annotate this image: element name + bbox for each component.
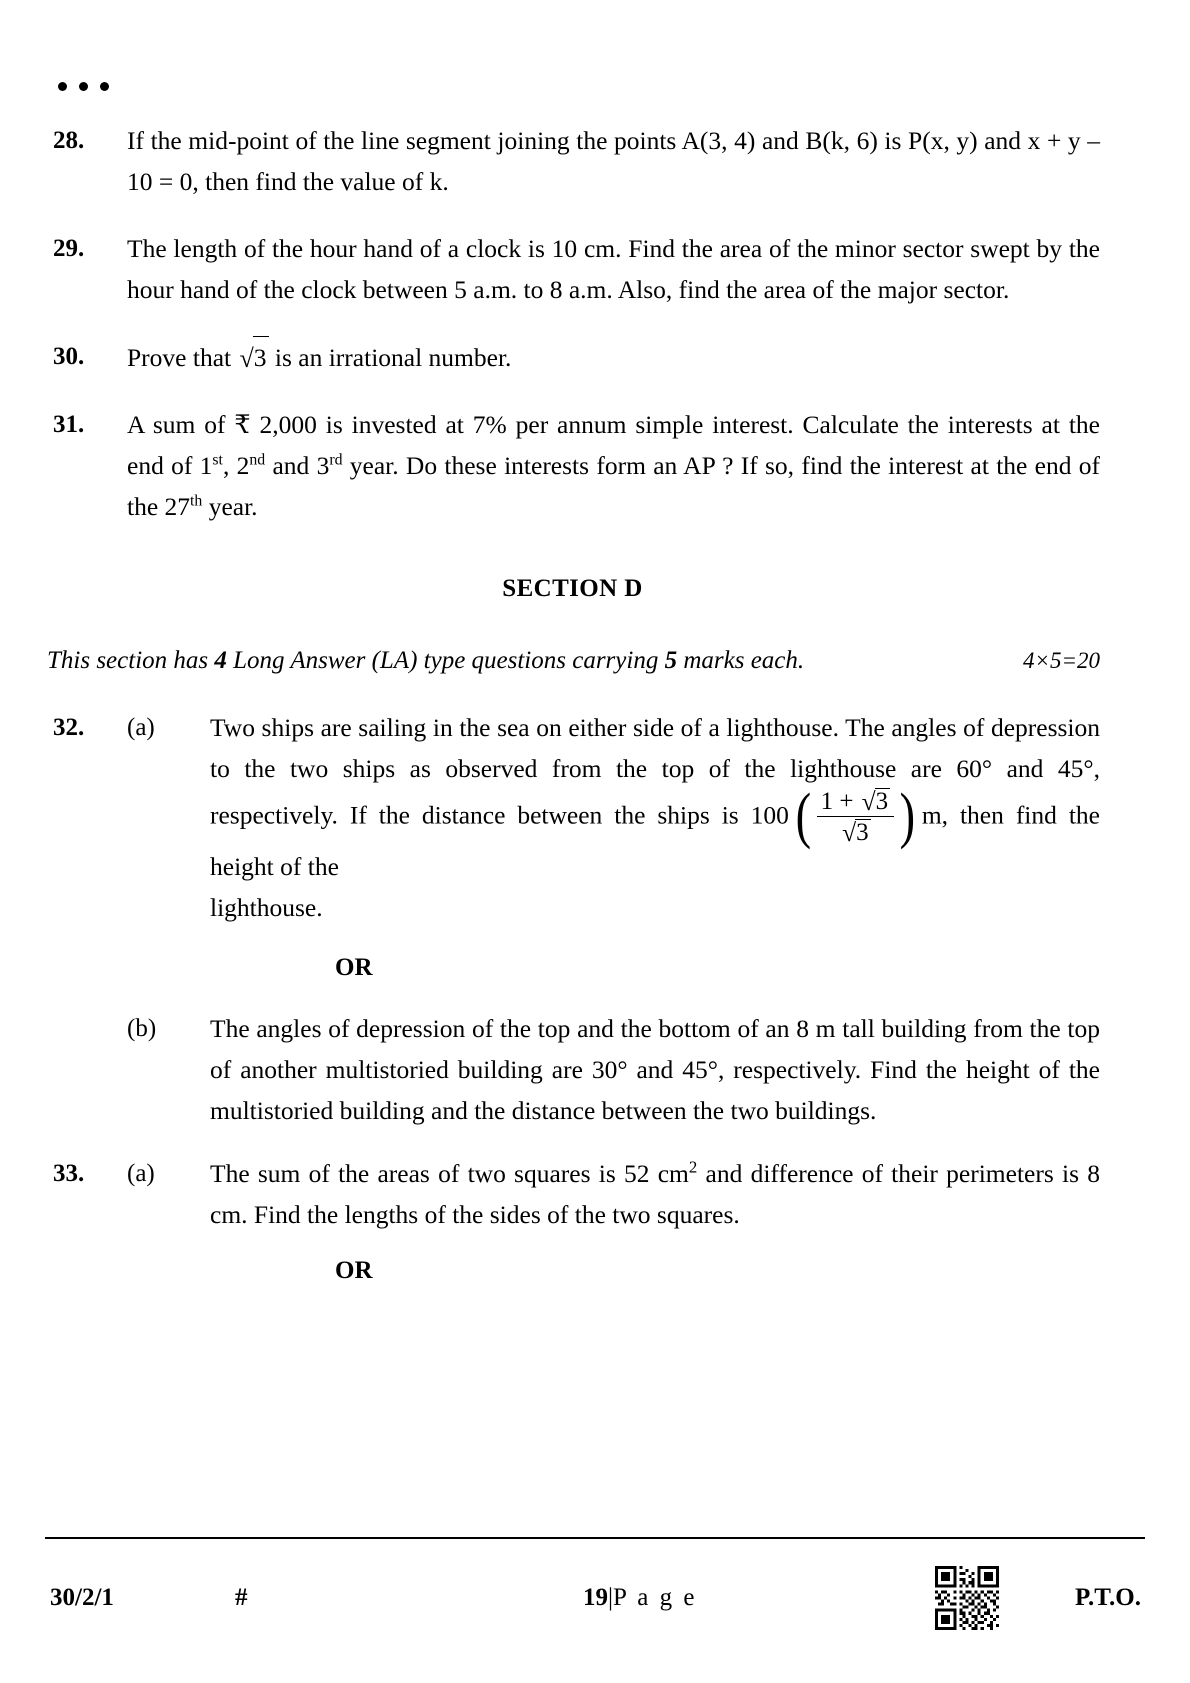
question-33a-superscript-2: 2 <box>688 1157 698 1177</box>
question-33 <box>45 1153 1100 1235</box>
question-30-text <box>127 336 1100 378</box>
fraction-numerator <box>817 788 895 816</box>
numerator-sqrt-value: 3 <box>875 788 889 815</box>
question-33a-segment-2: and difference of their perimeters is 8 cm. Find the lengths of the sides of the two squares. <box>210 1159 1100 1229</box>
top-dots-marker <box>58 82 109 91</box>
radical-sign-icon: √ <box>861 787 876 816</box>
question-33a-segment-1: The sum of the areas of two squares is 52 cm <box>210 1159 689 1188</box>
hash-marker: # <box>235 1584 248 1611</box>
question-30 <box>45 336 1100 378</box>
page-indicator <box>435 1584 935 1612</box>
numerator-sqrt <box>860 788 891 814</box>
section-d-instruction <box>45 647 1100 675</box>
dot-2 <box>79 82 88 91</box>
instruction-marks-each: 5 <box>664 647 678 674</box>
page-footer <box>45 1553 1145 1643</box>
question-33-part-a-label: (a) <box>127 1160 155 1187</box>
question-32a-segment-2: m, then find the height of the <box>210 800 1100 881</box>
question-31-ordinal-1: st <box>212 451 223 469</box>
question-32 <box>45 707 1100 887</box>
question-33-number: 33. <box>53 1160 85 1187</box>
question-29-text <box>127 228 1100 310</box>
section-d-heading: SECTION D <box>502 575 643 602</box>
question-30-prefix: Prove that <box>127 343 238 372</box>
question-31-seg-2: , 2 <box>222 451 250 480</box>
question-content <box>0 120 1190 1311</box>
instruction-middle: Long Answer (LA) type questions carrying <box>226 647 665 674</box>
instruction-question-count: 4 <box>214 647 227 674</box>
page-number: 19 <box>583 1584 609 1611</box>
or-separator-33: OR <box>335 1257 373 1284</box>
question-32-part-a-text <box>210 707 1100 887</box>
question-28-number: 28. <box>53 127 85 154</box>
question-29-line-1: The length of the hour hand of a clock is 10 cm. Find the area of the <box>127 234 829 263</box>
question-28 <box>45 120 1100 202</box>
numerator-prefix: 1 + <box>820 788 860 815</box>
question-30-number: 30. <box>53 343 85 370</box>
question-32-part-b <box>45 1008 1100 1131</box>
question-32-number: 32. <box>53 714 85 741</box>
question-32-part-b-label: (b) <box>127 1015 157 1042</box>
sqrt-3-value: 3 <box>253 336 269 378</box>
question-33-part-a-text <box>210 1153 1100 1235</box>
question-29-line-3: Also, find the area of the major sector. <box>617 275 1010 304</box>
fraction-one-plus-sqrt3-over-sqrt3 <box>793 782 918 851</box>
question-31-ordinal-2: nd <box>249 451 266 469</box>
page-word: P a g e <box>613 1584 697 1611</box>
question-31-seg-4: year. Do these interests form an AP ? If so, find the interest at the end of the 27 <box>127 451 1101 521</box>
sqrt-3-radical <box>237 336 268 378</box>
question-29-number: 29. <box>53 235 85 262</box>
radical-sign-icon: √ <box>239 344 254 373</box>
question-31-ordinal-4: th <box>190 492 203 510</box>
question-29-line-2: minor sector swept by the hour hand of the clock between 5 a.m. to 8 a.m. <box>127 234 1100 304</box>
section-total-marks: 4×5=20 <box>1022 648 1100 673</box>
instruction-suffix: marks each. <box>677 647 805 674</box>
or-separator-32: OR <box>335 954 373 981</box>
question-28-line-2: is P(x, y) and x + y – 10 = 0, then find the value of k. <box>127 126 1101 196</box>
denominator-sqrt <box>840 819 871 845</box>
pto-label: P.T.O. <box>1075 1584 1141 1611</box>
page-separator: | <box>608 1584 614 1611</box>
question-31-ordinal-3: rd <box>329 451 343 469</box>
paper-code: 30/2/1 <box>50 1584 114 1611</box>
question-31-seg-1: A sum of ₹ 2,000 is invested at 7% per annum simple interest. Calculate the interests at the end of 1 <box>127 410 1100 480</box>
question-32-part-a-label: (a) <box>127 714 155 741</box>
question-31-seg-5: year. <box>202 492 258 521</box>
fraction-denominator <box>817 816 895 845</box>
right-paren: ) <box>899 782 916 851</box>
question-30-suffix: is an irrational number. <box>268 343 512 372</box>
radical-sign-icon: √ <box>842 818 857 847</box>
question-31-seg-3: and 3 <box>265 451 330 480</box>
question-28-line-1: If the mid-point of the line segment joining the points A(3, 4) and B(k, 6) <box>127 126 878 155</box>
qr-code-icon <box>935 1566 999 1630</box>
question-32a-continuation <box>45 887 1100 928</box>
footer-divider <box>45 1537 1145 1539</box>
question-32a-segment-1: Two ships are sailing in the sea on either side of a lighthouse. The angles of depression to the two ships as observed from the top of the lighthouse are 60° and 45°, respectively. If the distance between the ships is 100 <box>210 713 1100 830</box>
left-paren: ( <box>795 782 811 851</box>
denominator-sqrt-value: 3 <box>856 819 869 846</box>
question-31-text <box>127 404 1100 527</box>
dot-1 <box>58 82 67 91</box>
fraction-stack <box>814 788 898 845</box>
dot-3 <box>100 82 109 91</box>
instruction-prefix: This section has <box>47 647 215 674</box>
question-31 <box>45 404 1100 527</box>
question-28-text <box>127 120 1100 202</box>
question-32a-segment-3: lighthouse. <box>210 893 323 922</box>
question-31-number: 31. <box>53 411 85 438</box>
section-instruction-text <box>47 647 1005 675</box>
question-32-part-b-text: The angles of depression of the top and the bottom of an 8 m tall building from the top of another multistoried building are 30° and 45°, respectively. Find the height of the multistoried building and the distance between the two buildings. <box>210 1014 1100 1125</box>
question-29 <box>45 228 1100 310</box>
